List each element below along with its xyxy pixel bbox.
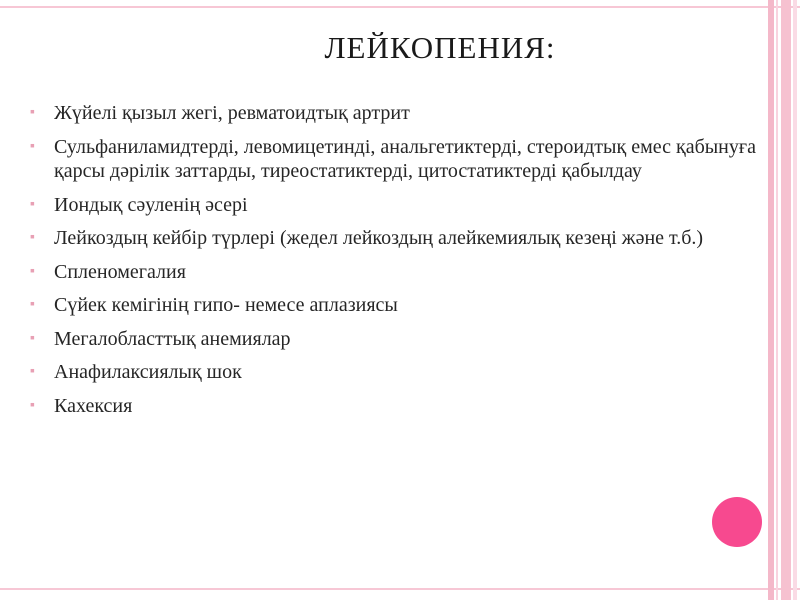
bullet-icon: ▪ — [30, 263, 35, 279]
bullet-icon: ▪ — [30, 297, 35, 312]
bullet-icon: ▪ — [30, 364, 35, 379]
list-item — [28, 360, 763, 385]
list-item — [28, 226, 763, 251]
right-stripe — [793, 0, 797, 600]
list-item — [28, 260, 763, 285]
list-item — [28, 135, 763, 184]
list-item — [28, 193, 763, 218]
bullet-icon: ▪ — [30, 230, 35, 245]
list-item-text: Лейкоздың кейбір түрлері (жедел лейкоздың алейкемиялық кезеңі және т.б.) — [54, 227, 704, 249]
list-item — [28, 327, 763, 352]
list-item — [28, 394, 763, 419]
right-stripe — [781, 0, 791, 600]
bullet-icon: ▪ — [30, 330, 35, 346]
list-item — [28, 293, 763, 318]
list-item-text: Анафилаксиялық шок — [54, 361, 242, 383]
bullet-icon: ▪ — [30, 196, 35, 212]
list-item-text: Кахексия — [54, 394, 133, 417]
decorative-circle — [712, 497, 762, 547]
list-item-text: Иондық сәуленің әсері — [54, 193, 248, 216]
bullet-icon: ▪ — [30, 105, 35, 120]
right-stripe — [768, 0, 774, 600]
right-stripe — [776, 0, 778, 600]
list-item — [28, 101, 763, 126]
list-item-text: Жүйелі қызыл жегі, ревматоидтық артрит — [54, 102, 410, 124]
bottom-decorative-line — [0, 588, 800, 590]
list-item-text: Спленомегалия — [54, 260, 186, 283]
bullet-icon: ▪ — [30, 397, 35, 413]
slide-title: ЛЕЙКОПЕНИЯ: — [324, 30, 556, 65]
bullet-icon: ▪ — [30, 138, 35, 154]
list-item-text: Мегалобласттық анемиялар — [54, 327, 291, 350]
list-item-text: Сульфаниламидтерді, левомицетинді, анальгетиктерді, стероидтық емес қабынуға қарсы дәрілік заттарды, тиреостатиктерді, цитостатиктерді қабылдау — [54, 135, 756, 182]
top-decorative-line — [0, 6, 800, 8]
bullet-list — [28, 101, 763, 427]
list-item-text: Сүйек кемігінің гипо- немесе аплазиясы — [54, 294, 398, 316]
